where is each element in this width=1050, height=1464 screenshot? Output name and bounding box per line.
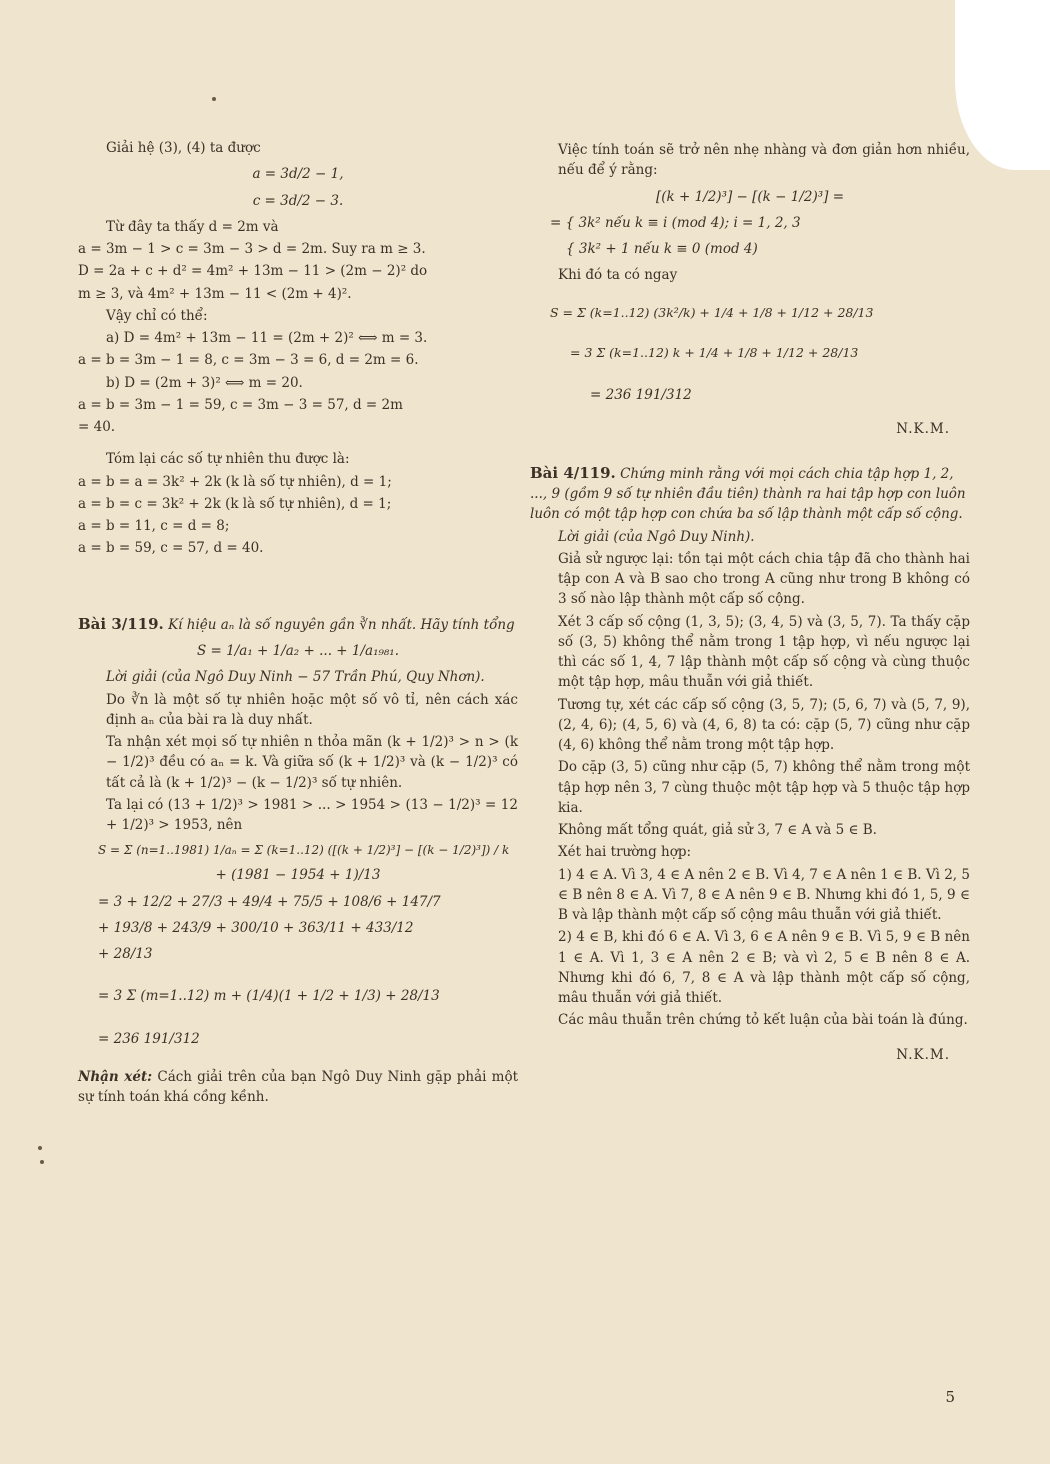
problem-heading — [530, 462, 970, 525]
problem-statement: Kí hiệu aₙ là số nguyên gần ∛n nhất. Hãy tính tổng — [168, 616, 515, 633]
right-column — [530, 138, 970, 1079]
problem-number: Bài 4/119. — [530, 463, 616, 482]
paragraph: 1) 4 ∈ A. Vì 3, 4 ∈ A nên 2 ∈ B. Vì 4, 7 ∈ A nên 1 ∈ B. Vì 2, 5 ∈ B nên 8 ∈ A. Vì 7, 8 ∈ A nên 9 ∈ B. Nhưng khi đó 1, 5, 9 ∈ B và lập thành một cấp số cộng mâu thuẫn với giả thiết. — [558, 866, 970, 923]
equation: = 3 Σ (m=1..12) m + (1/4)(1 + 1/2 + 1/3) + 28/13 — [98, 988, 440, 1005]
equation: = 236 191/312 — [98, 1030, 200, 1047]
paragraph: Ta lại có (13 + 1/2)³ > 1981 > ... > 1954 > (13 − 1/2)³ = 12 + 1/2)³ > 1953, nên — [106, 796, 518, 833]
solver-credit: Lời giải (của Ngô Duy Ninh − 57 Trần Phú, Quy Nhơn). — [106, 669, 485, 686]
equation: + 28/13 — [98, 946, 153, 962]
text-line: Giải hệ (3), (4) ta được — [106, 140, 261, 156]
paragraph: Các mâu thuẫn trên chứng tỏ kết luận của bài toán là đúng. — [558, 1012, 968, 1029]
text-line: a = b = 59, c = 57, d = 40. — [78, 540, 264, 557]
text-line: a = 3m − 1 > c = 3m − 3 > d = 2m. Suy ra m ≥ 3. — [78, 241, 426, 257]
equation: c = 3d/2 − 3. — [252, 192, 344, 209]
print-speck — [212, 97, 216, 101]
problem-statement: Chứng minh rằng với mọi cách chia tập hợp 1, 2, ..., 9 (gồm 9 số tự nhiên đầu tiên) thành ra hai tập hợp con luôn luôn có một tập hợp con chứa ba số lập thành một cấp số cộng. — [530, 465, 966, 523]
equation: { 3k² + 1 nếu k ≡ 0 (mod 4) — [566, 241, 758, 257]
text-line: D = 2a + c + d² = 4m² + 13m − 11 > (2m − 2)² do — [78, 263, 428, 280]
equation: [(k + 1/2)³] − [(k − 1/2)³] = — [655, 188, 845, 205]
text-line: a = b = a = 3k² + 2k (k là số tự nhiên), d = 1; — [78, 473, 392, 490]
paragraph: Xét 3 cấp số cộng (1, 3, 5); (3, 4, 5) và (3, 5, 7). Ta thấy cặp số (3, 5) không thể nằm trong 1 tập hợp, vì nếu ngược lại thì các số 1, 4, 7 lập thành một cấp số cộng và cùng thuộc một tập hợp, mâu thuẫn với giả thiết. — [558, 613, 970, 691]
paragraph: Tương tự, xét các cấp số cộng (3, 5, 7); (5, 6, 7) và (5, 7, 9), (2, 4, 6); (4, 5, 6) và (4, 6, 8) ta có: cặp (5, 7) cũng như cặp (4, 6) không thể nằm trong một tập hợp. — [558, 696, 970, 753]
equation: + (1981 − 1954 + 1)/13 — [215, 867, 381, 884]
equation: = 3 Σ (k=1..12) k + 1/4 + 1/8 + 1/12 + 28/13 — [570, 345, 859, 361]
equation: S = Σ (k=1..12) (3k²/k) + 1/4 + 1/8 + 1/12 + 28/13 — [550, 304, 874, 320]
equation: a = 3d/2 − 1, — [252, 166, 344, 183]
paragraph: Ta nhận xét mọi số tự nhiên n thỏa mãn (k + 1/2)³ > n > (k − 1/2)³ đều có aₙ = k. Và giữa số (k + 1/2)³ và (k − 1/2)³ có tất cả là (k + 1/2)³ − (k − 1/2)³ số tự nhiên. — [106, 734, 518, 791]
text-line: a = b = 3m − 1 = 59, c = 3m − 3 = 57, d = 2m — [78, 396, 403, 413]
equation: S = Σ (n=1..1981) 1/aₙ = Σ (k=1..12) ([(k + 1/2)³] − [(k − 1/2)³]) / k — [98, 843, 510, 858]
equation: = 3 + 12/2 + 27/3 + 49/4 + 75/5 + 108/6 + 147/7 — [98, 893, 441, 910]
print-speck — [38, 1146, 42, 1150]
text-line: b) D = (2m + 3)² ⟺ m = 20. — [106, 374, 303, 391]
author-signature: N.K.M. — [896, 1046, 950, 1063]
print-speck — [40, 1160, 44, 1164]
problem-heading — [78, 613, 518, 636]
remark-text: Cách giải trên của bạn Ngô Duy Ninh gặp phải một sự tính toán khá cồng kềnh. — [78, 1068, 518, 1105]
paragraph: Xét hai trường hợp: — [558, 844, 692, 861]
text-line: Tóm lại các số tự nhiên thu được là: — [106, 451, 350, 468]
paragraph: 2) 4 ∈ B, khi đó 6 ∈ A. Vì 3, 6 ∈ A nên 9 ∈ B. Vì 5, 9 ∈ B nên 1 ∈ A. Vì 1, 3 ∈ A nên 2 ∈ B; và vì 2, 5 ∈ B nên 8 ∈ A. Nhưng khi đó 6, 7, 8 ∈ A và lập thành một cấp số cộng, mâu thuẫn với giả thiết. — [558, 929, 970, 1006]
equation: = { 3k² nếu k ≡ i (mod 4); i = 1, 2, 3 — [550, 214, 801, 231]
text-line: = 40. — [78, 419, 116, 435]
author-signature: N.K.M. — [896, 421, 950, 438]
left-column — [78, 138, 518, 1121]
text-line: Khi đó ta có ngay — [558, 267, 678, 284]
page-number: 5 — [945, 1388, 955, 1406]
text-line: Từ đây ta thấy d = 2m và — [106, 218, 279, 235]
paragraph: Việc tính toán sẽ trở nên nhẹ nhàng và đơn giản hơn nhiều, nếu để ý rằng: — [558, 142, 970, 179]
text-line: a = b = 11, c = d = 8; — [78, 518, 230, 534]
equation: S = 1/a₁ + 1/a₂ + ... + 1/a₁₉₈₁. — [196, 643, 400, 659]
equation: + 193/8 + 243/9 + 300/10 + 363/11 + 433/12 — [98, 919, 414, 936]
text-line: a = b = c = 3k² + 2k (k là số tự nhiên), d = 1; — [78, 495, 392, 512]
problem-number: Bài 3/119. — [78, 614, 164, 633]
text-line: a) D = 4m² + 13m − 11 = (2m + 2)² ⟺ m = 3. — [106, 330, 428, 346]
paragraph: Do ∛n là một số tự nhiên hoặc một số vô tỉ, nên cách xác định aₙ của bài ra là duy nhất. — [106, 691, 518, 728]
text-line: m ≥ 3, và 4m² + 13m − 11 < (2m + 4)². — [78, 285, 352, 302]
equation: = 236 191/312 — [590, 387, 692, 403]
paragraph: Không mất tổng quát, giả sử 3, 7 ∈ A và 5 ∈ B. — [558, 822, 877, 838]
remark-paragraph — [78, 1067, 518, 1108]
paragraph: Giả sử ngược lại: tồn tại một cách chia tập đã cho thành hai tập con A và B sao cho trong A cũng như trong B không có 3 số nào lập thành một cấp số cộng. — [558, 550, 970, 608]
paragraph: Do cặp (3, 5) cũng như cặp (5, 7) không thể nằm trong một tập hợp nên 3, 7 cùng thuộc một tập hợp và 5 thuộc tập hợp kia. — [558, 759, 970, 816]
remark-label: Nhận xét: — [78, 1068, 153, 1085]
text-line: a = b = 3m − 1 = 8, c = 3m − 3 = 6, d = 2m = 6. — [78, 352, 419, 369]
text-line: Vậy chỉ có thể: — [106, 307, 208, 324]
solver-credit: Lời giải (của Ngô Duy Ninh). — [558, 528, 755, 545]
